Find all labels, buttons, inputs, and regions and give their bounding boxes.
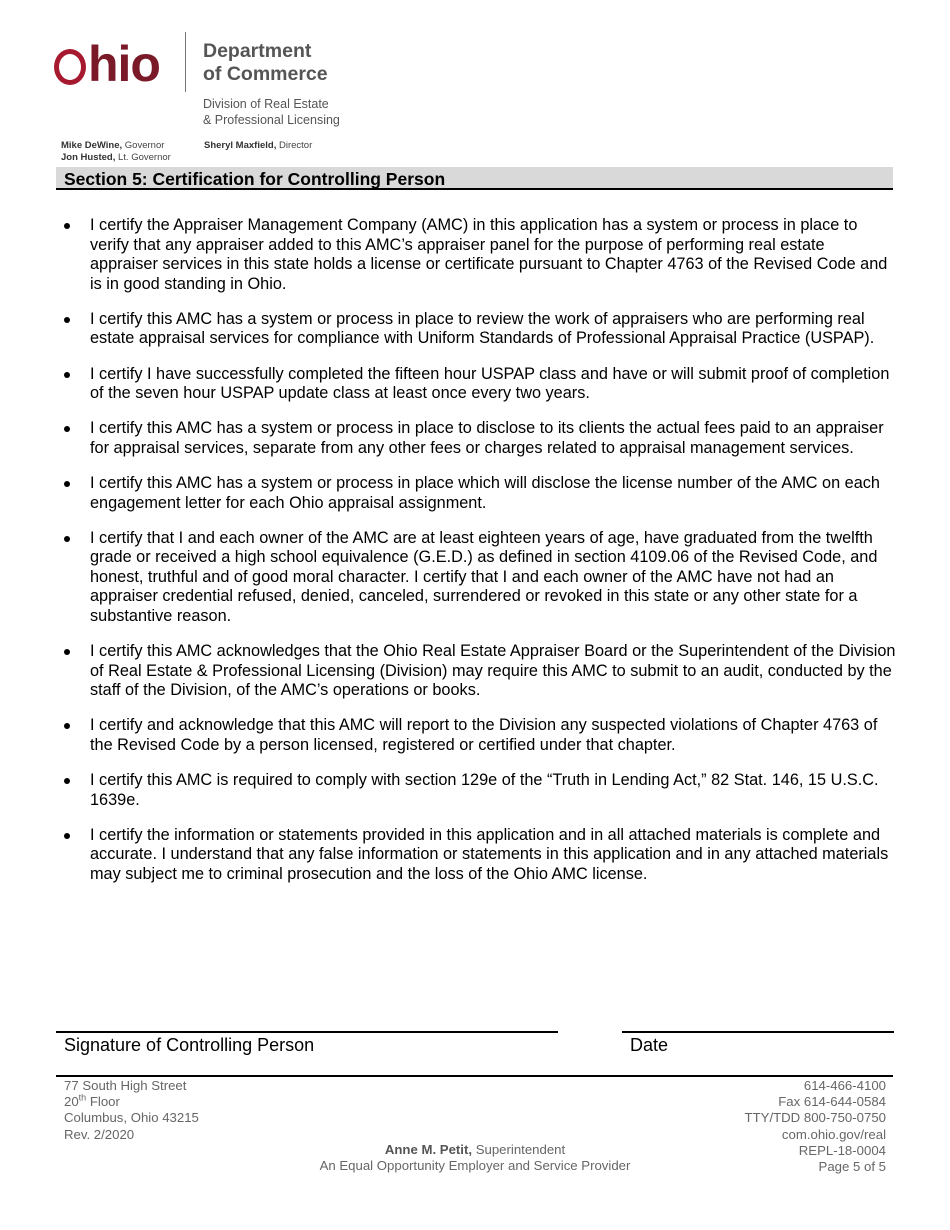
- footer-center: [250, 1142, 700, 1174]
- address-street: 77 South High Street: [64, 1078, 187, 1093]
- ohio-logo-o-mark: [54, 49, 86, 85]
- department-line-2: of Commerce: [203, 63, 328, 85]
- division-line-1: Division of Real Estate: [203, 97, 329, 111]
- bullet-icon: [64, 649, 70, 655]
- governor-line: Mike DeWine, Governor: [61, 140, 165, 151]
- address-floor: 20th Floor: [64, 1092, 120, 1110]
- bullet-icon: [64, 372, 70, 378]
- certification-item: I certify this AMC acknowledges that the Ohio Real Estate Appraiser Board or the Superintendent of the Division of Real Estate & Professional Licensing (Division) may require this AMC to submit to an audit, conducted by the staff of the Division, of the AMC’s operations or books.: [56, 642, 896, 701]
- certification-item: I certify and acknowledge that this AMC will report to the Division any suspected violations of Chapter 4763 of the Revised Code by a person licensed, registered or certified under that chapter.: [56, 716, 896, 755]
- logo-divider: [185, 32, 186, 92]
- eeo-statement: An Equal Opportunity Employer and Service Provider: [319, 1158, 631, 1174]
- director-block: [204, 140, 312, 152]
- certification-list: [56, 216, 896, 900]
- certification-item: I certify I have successfully completed the fifteen hour USPAP class and have or will submit proof of completion of the seven hour USPAP update class at least once every two years.: [56, 365, 896, 404]
- division-name: [203, 97, 340, 128]
- bullet-icon: [64, 536, 70, 542]
- bullet-icon: [64, 833, 70, 839]
- bullet-icon: [64, 481, 70, 487]
- certification-item: I certify this AMC is required to comply with section 129e of the “Truth in Lending Act,” 82 Stat. 146, 15 U.S.C. 1639e.: [56, 771, 896, 810]
- ohio-logo: [54, 34, 160, 94]
- superintendent-line: Anne M. Petit, Superintendent: [384, 1142, 566, 1157]
- bullet-icon: [64, 723, 70, 729]
- fax-number: Fax 614-644-0584: [778, 1094, 886, 1110]
- certification-item: I certify this AMC has a system or process in place which will disclose the license number of the AMC on each engagement letter for each Ohio appraisal assignment.: [56, 474, 896, 513]
- certification-item: I certify the information or statements provided in this application and in all attached materials is complete and accurate. I understand that any false information or statements in this application and in any attached materials may subject me to criminal prosecution and the loss of the Ohio AMC license.: [56, 826, 896, 885]
- date-line[interactable]: [622, 1031, 894, 1033]
- director-line: Sheryl Maxfield, Director: [204, 140, 313, 151]
- certification-item: I certify the Appraiser Management Company (AMC) in this application has a system or process in place to verify that any appraiser added to this AMC’s appraiser panel for the purpose of performing real estate appraiser services in this state holds a license or certificate pursuant to Chapter 4763 of the Revised Code and is in good standing in Ohio.: [56, 216, 896, 294]
- department-line-1: Department: [203, 40, 312, 62]
- website-link[interactable]: com.ohio.gov/real: [781, 1126, 886, 1142]
- footer-address: [64, 1078, 199, 1143]
- division-line-2: & Professional Licensing: [203, 112, 340, 127]
- form-number: REPL-18-0004: [798, 1142, 886, 1158]
- bullet-icon: [64, 426, 70, 432]
- phone-number: 614-466-4100: [803, 1078, 886, 1093]
- section-title: Section 5: Certification for Controlling Person: [64, 169, 446, 189]
- tty-number: TTY/TDD 800-750-0750: [744, 1110, 886, 1126]
- signature-label: Signature of Controlling Person: [64, 1035, 315, 1055]
- ohio-logo-text: hio: [88, 36, 160, 92]
- section-header-bar: [56, 167, 893, 190]
- footer-divider: [56, 1075, 893, 1077]
- lt-governor-line: Jon Husted, Lt. Governor: [61, 151, 171, 163]
- date-label: Date: [630, 1035, 669, 1055]
- governor-block: [61, 140, 171, 163]
- department-name: [203, 40, 328, 86]
- bullet-icon: [64, 223, 70, 229]
- bullet-icon: [64, 778, 70, 784]
- certification-item: I certify this AMC has a system or process in place to disclose to its clients the actual fees paid to an appraiser for appraisal services, separate from any other fees or charges related to appraisal management services.: [56, 419, 896, 458]
- certification-item: I certify this AMC has a system or process in place to review the work of appraisers who are performing real estate appraisal services for compliance with Uniform Standards of Professional Appraisal Practice (USPAP).: [56, 310, 896, 349]
- bullet-icon: [64, 317, 70, 323]
- certification-item: I certify that I and each owner of the AMC are at least eighteen years of age, have graduated from the twelfth grade or received a high school equivalence (G.E.D.) as defined in section 4109.06 of the Revised Code, and honest, truthful and of good moral character. I certify that I and each owner of the AMC have not had an appraiser credential refused, denied, canceled, surrendered or revoked in this state or any other state for a substantive reason.: [56, 529, 896, 627]
- page-number: Page 5 of 5: [818, 1159, 886, 1175]
- footer-contact: [745, 1078, 886, 1175]
- address-city: Columbus, Ohio 43215: [64, 1110, 199, 1126]
- revision-date: Rev. 2/2020: [64, 1126, 135, 1142]
- signature-line[interactable]: [56, 1031, 558, 1033]
